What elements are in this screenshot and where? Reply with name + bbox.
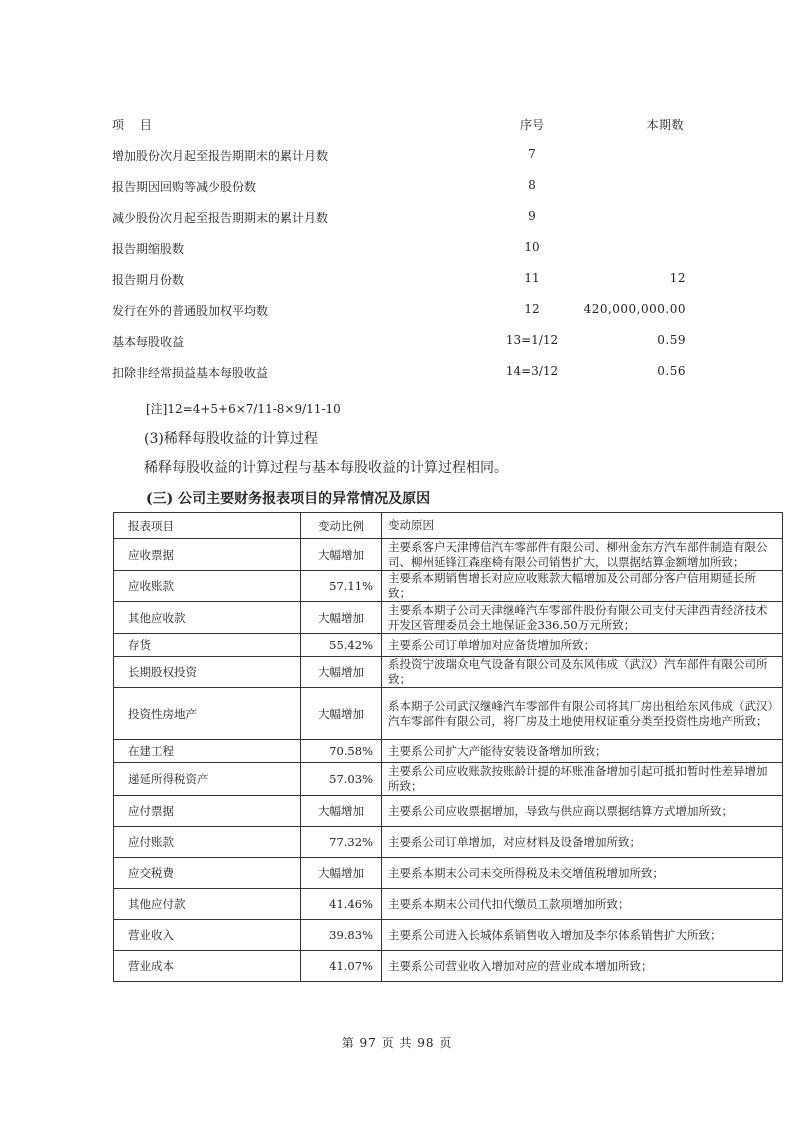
eps-row: [112, 356, 702, 387]
row-item: 存货: [114, 634, 301, 657]
eps-item: 减少股份次月起至报告期期末的累计月数: [112, 211, 329, 225]
header-ratio: 变动比例: [301, 513, 382, 539]
table-row: [114, 688, 783, 740]
row-item: 应交税费: [114, 858, 301, 889]
diluted-eps-heading: (3)稀释每股收益的计算过程: [144, 431, 318, 447]
row-ratio: 大幅增加: [301, 796, 382, 827]
row-reason: 主要系公司营业收入增加对应的营业成本增加所致；: [382, 951, 783, 982]
row-reason: 主要系公司应收票据增加，导致与供应商以票据结算方式增加所致；: [382, 796, 783, 827]
row-reason: 主要系本期末公司代扣代缴员工款项增加所致；: [382, 889, 783, 920]
eps-value: 420,000,000.00: [583, 302, 686, 316]
eps-calculation-table: [112, 108, 702, 387]
row-ratio: 70.58%: [301, 740, 382, 763]
eps-seq: 12: [524, 302, 540, 316]
table-row: [114, 634, 783, 657]
anomaly-table-header: [114, 513, 783, 539]
row-ratio: 大幅增加: [301, 657, 382, 688]
row-item: 营业收入: [114, 920, 301, 951]
row-ratio: 大幅增加: [301, 858, 382, 889]
row-reason: 主要系公司订单增加对应备货增加所致；: [382, 634, 783, 657]
eps-seq: 9: [528, 209, 536, 223]
eps-row: [112, 139, 702, 170]
row-item: 递延所得税资产: [114, 763, 301, 796]
eps-value: 0.56: [657, 364, 686, 378]
eps-row: [112, 170, 702, 201]
row-reason: 主要系公司进入长城体系销售收入增加及李尔体系销售扩大所致；: [382, 920, 783, 951]
row-reason: 主要系本期子公司天津继峰汽车零部件股份有限公司支付天津西青经济技术开发区管理委员会土地保证金336.50万元所致；: [382, 602, 783, 634]
eps-value: 0.59: [657, 333, 686, 347]
table-row: [114, 539, 783, 571]
row-ratio: 41.07%: [301, 951, 382, 982]
row-reason: 系本期子公司武汉继峰汽车零部件有限公司将其厂房出租给东风伟成（武汉）汽车零部件有限公司，将厂房及土地使用权证重分类至投资性房地产所致；: [382, 688, 783, 740]
row-reason: 系投资宁波瑞众电气设备有限公司及东风伟成（武汉）汽车部件有限公司所致；: [382, 657, 783, 688]
eps-header-value: 本期数: [646, 118, 684, 132]
row-ratio: 57.03%: [301, 763, 382, 796]
eps-header-seq: 序号: [519, 118, 544, 132]
table-row: [114, 602, 783, 634]
eps-seq: 11: [524, 271, 540, 285]
eps-item: 扣除非经常损益基本每股收益: [112, 366, 269, 380]
table-row: [114, 796, 783, 827]
eps-item: 报告期缩股数: [112, 242, 185, 256]
table-row: [114, 740, 783, 763]
table-row: [114, 763, 783, 796]
eps-seq: 7: [528, 147, 536, 161]
row-item: 应付账款: [114, 827, 301, 858]
eps-value: 12: [669, 271, 686, 285]
eps-row: [112, 294, 702, 325]
eps-seq: 8: [528, 178, 536, 192]
eps-item: 基本每股收益: [112, 335, 185, 349]
eps-seq: 13=1/12: [505, 333, 559, 347]
row-reason: 主要系公司订单增加，对应材料及设备增加所致；: [382, 827, 783, 858]
eps-item: 报告期月份数: [112, 273, 185, 287]
row-item: 营业成本: [114, 951, 301, 982]
header-reason: 变动原因: [382, 513, 783, 539]
row-item: 应付票据: [114, 796, 301, 827]
row-reason: 主要系本期末公司未交所得税及未交增值税增加所致；: [382, 858, 783, 889]
table-row: [114, 920, 783, 951]
row-item: 长期股权投资: [114, 657, 301, 688]
formula-note: [注]12=4+5+6×7/11-8×9/11-10: [146, 402, 341, 416]
row-ratio: 大幅增加: [301, 602, 382, 634]
eps-row: [112, 201, 702, 232]
eps-row: [112, 263, 702, 294]
row-item: 应收票据: [114, 539, 301, 571]
eps-header-item: 项 目: [112, 118, 158, 132]
anomaly-table: [113, 512, 783, 982]
row-item: 其他应收款: [114, 602, 301, 634]
eps-row: [112, 325, 702, 356]
row-ratio: 57.11%: [301, 571, 382, 602]
eps-row: [112, 232, 702, 263]
table-row: [114, 657, 783, 688]
row-ratio: 41.46%: [301, 889, 382, 920]
row-ratio: 大幅增加: [301, 539, 382, 571]
table-row: [114, 951, 783, 982]
table-row: [114, 827, 783, 858]
header-item: 报表项目: [114, 513, 301, 539]
page-footer: 第 97 页 共 98 页: [341, 1036, 453, 1050]
eps-item: 报告期因回购等减少股份数: [112, 180, 257, 194]
eps-item: 增加股份次月起至报告期期末的累计月数: [112, 149, 329, 163]
eps-item: 发行在外的普通股加权平均数: [112, 304, 269, 318]
section-title: (三) 公司主要财务报表项目的异常情况及原因: [146, 491, 431, 507]
row-ratio: 39.83%: [301, 920, 382, 951]
row-reason: 主要系公司扩大产能待安装设备增加所致；: [382, 740, 783, 763]
row-reason: 主要系公司应收账款按账龄计提的坏账准备增加引起可抵扣暂时性差异增加所致；: [382, 763, 783, 796]
row-item: 其他应付款: [114, 889, 301, 920]
table-row: [114, 889, 783, 920]
row-ratio: 55.42%: [301, 634, 382, 657]
row-item: 投资性房地产: [114, 688, 301, 740]
row-reason: 主要系本期销售增长对应应收账款大幅增加及公司部分客户信用期延长所致；: [382, 571, 783, 602]
eps-seq: 14=3/12: [505, 364, 559, 378]
eps-table-header: [112, 108, 702, 139]
eps-seq: 10: [524, 240, 540, 254]
table-row: [114, 858, 783, 889]
row-ratio: 大幅增加: [301, 688, 382, 740]
row-item: 应收账款: [114, 571, 301, 602]
row-reason: 主要系客户天津博信汽车零部件有限公司、柳州金东方汽车部件制造有限公司、柳州延锋江森座椅有限公司销售扩大，以票据结算金额增加所致；: [382, 539, 783, 571]
row-ratio: 77.32%: [301, 827, 382, 858]
table-row: [114, 571, 783, 602]
diluted-eps-text: 稀释每股收益的计算过程与基本每股收益的计算过程相同。: [144, 460, 508, 476]
row-item: 在建工程: [114, 740, 301, 763]
